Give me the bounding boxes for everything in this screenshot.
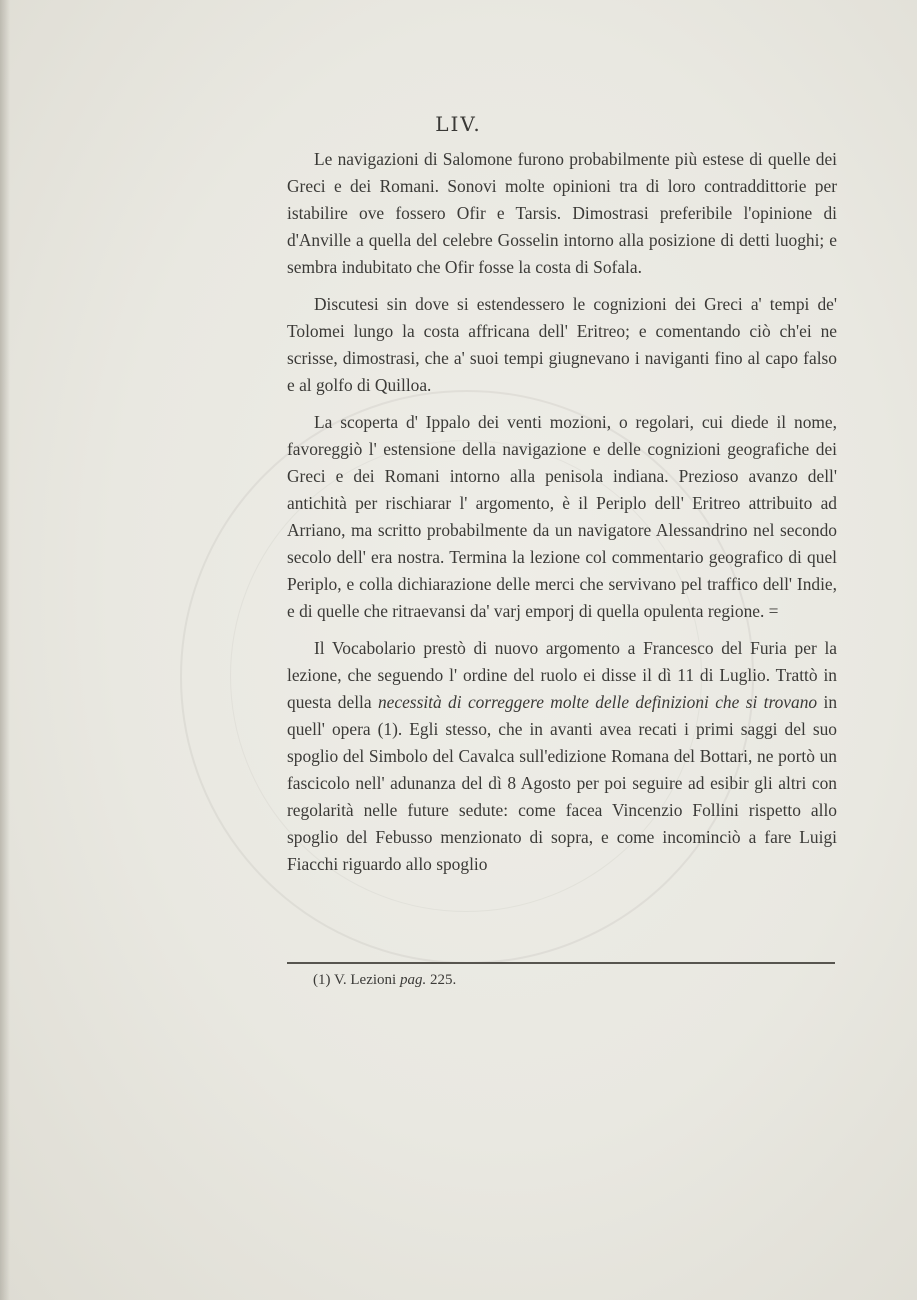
paragraph-ippalo: La scoperta d' Ippalo dei venti mozioni, o regolari, cui diede il nome, favoreggiò l' estensione della navigazione e delle cognizioni geografiche dei Greci e dei Romani intorno alla penisola indiana. Prezioso avanzo dell' antichità per rischiarar l' argomento, è il Periplo dell' Eritreo attribuito ad Arriano, ma scritto probabilmente da un navigatore Alessandrino nel secondo secolo dell' era nostra. Termina la lezione col commentario geografico di quel Periplo, e colla dichiarazione delle merci che servivano pel traffico dell' Indie, e di quelle che ritraevansi da' varj emporj di quella opulenta regione. = — [287, 412, 837, 621]
footnote-suffix: 225. — [426, 972, 457, 988]
page-edge-shadow — [0, 0, 10, 1300]
page-number: LIV. — [435, 112, 482, 136]
paragraph-tolomei: Discutesi sin dove si estendessero le cognizioni dei Greci a' tempi de' Tolomei lungo la costa affricana dell' Eritreo; e comentando ciò ch'ei ne scrisse, dimostrasi, che a' suoi tempi giugnevano i naviganti fino al capo falso e al golfo di Quilloa. — [287, 294, 837, 395]
footnote-page-abbrev: pag. — [399, 972, 427, 988]
footnote-divider — [287, 962, 835, 964]
paragraph-vocabolario — [287, 635, 837, 878]
paragraph-vocabolario-italic: necessità di correggere molte delle definizioni che si trovano — [377, 692, 818, 712]
paragraph-vocabolario-text-a: Il Vocabolario prestò di nuovo argomento a Francesco del Furia per la lezione, che seguendo l' ordine del ruolo ei disse il dì 11 di Luglio. Trattò in questa della — [287, 638, 837, 712]
body-text — [287, 146, 837, 878]
paragraph-vocabolario-text-b: in quell' opera (1). Egli stesso, che in avanti avea recati i primi saggi del suo spoglio del Simbolo del Cavalca sull'edizione Romana del Bottari, ne portò un fascicolo nell' adunanza del dì 8 Agosto per poi seguire ad esibir gli altri con regolarità nelle future sedute: come facea Vincenzio Follini rispetto allo spoglio del Febusso menzionato di sopra, e come incominciò a fare Luigi Fiacchi riguardo allo spoglio — [287, 692, 838, 874]
footnote — [313, 972, 456, 989]
paragraph-salomone: Le navigazioni di Salomone furono probabilmente più estese di quelle dei Greci e dei Romani. Sonovi molte opinioni tra di loro contraddittorie per istabilire ove fossero Ofir e Tarsis. Dimostrasi preferibile l'opinione di d'Anville a quella del celebre Gosselin intorno alla posizione di detti luoghi; e sembra indubitato che Ofir fosse la costa di Sofala. — [287, 149, 837, 277]
footnote-prefix: (1) V. Lezioni — [313, 972, 400, 988]
